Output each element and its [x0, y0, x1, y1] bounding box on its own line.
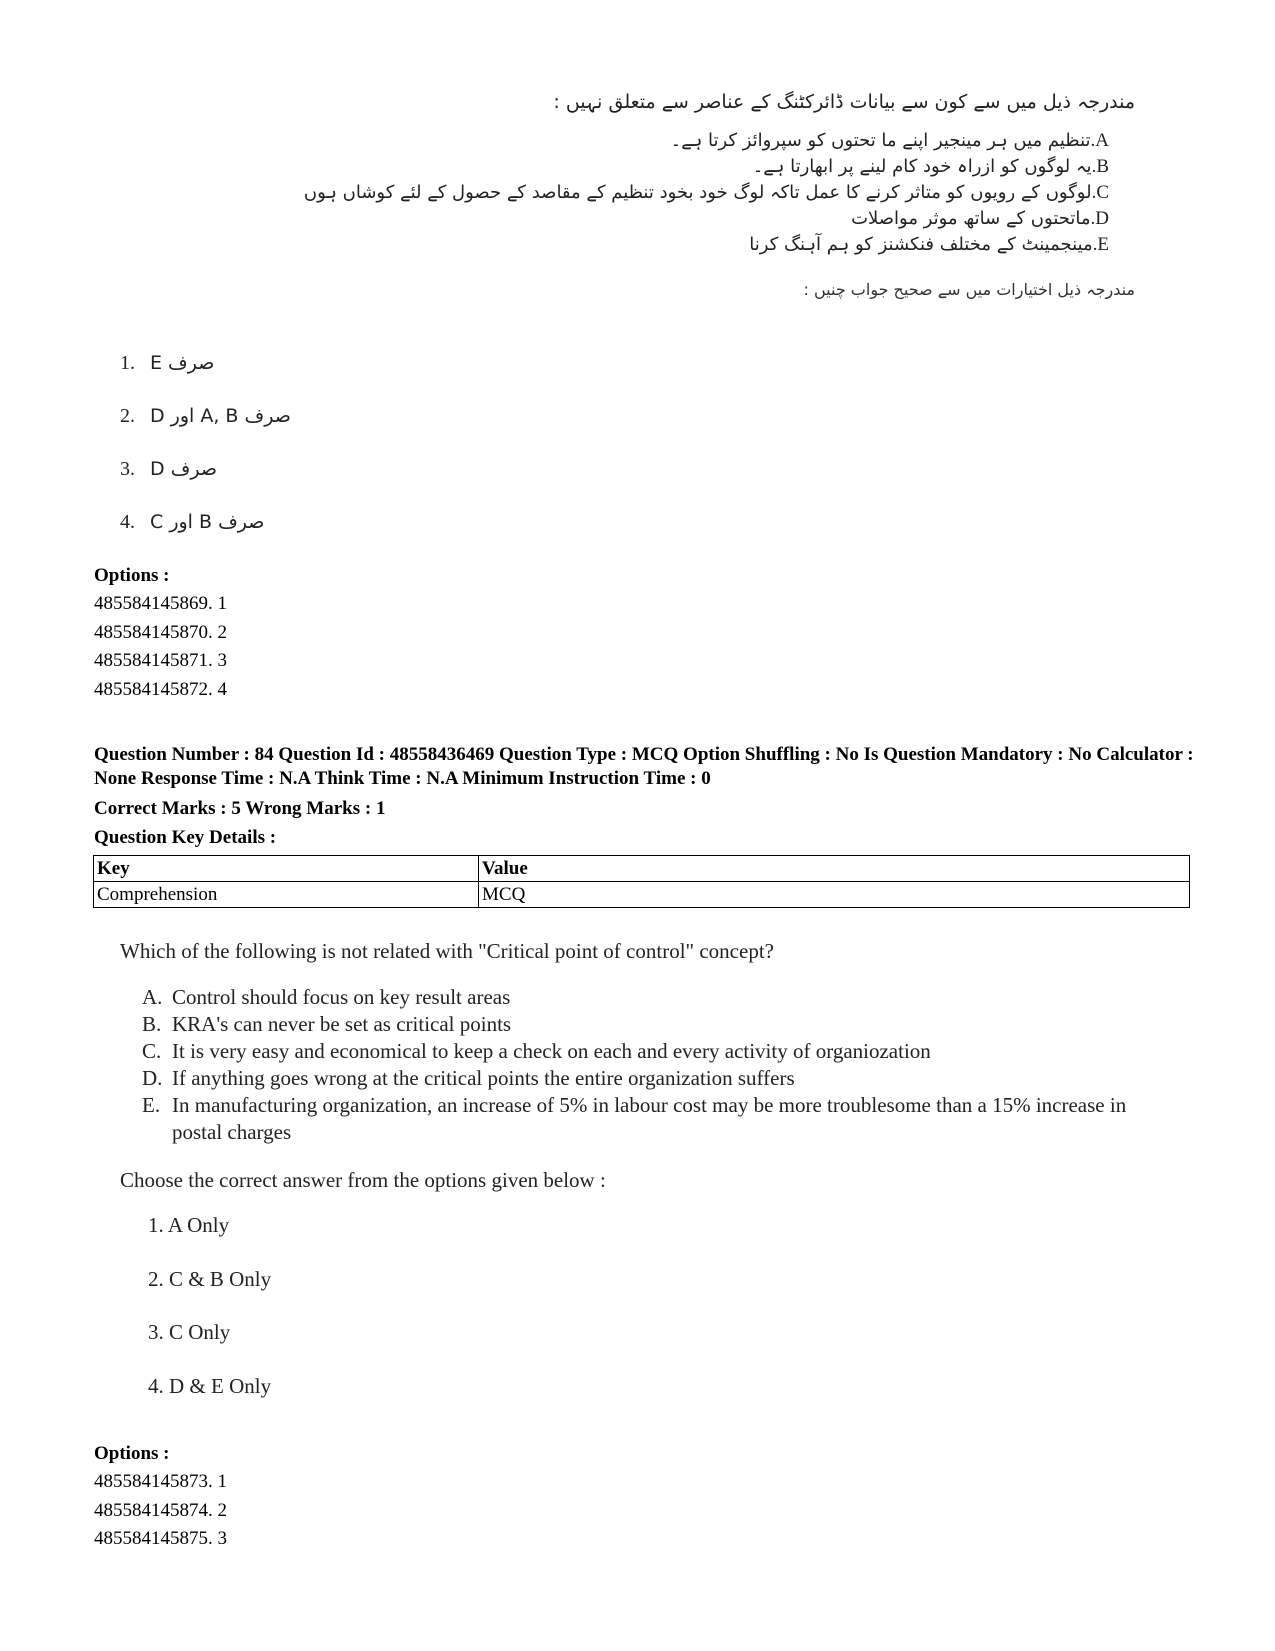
options-section-1	[94, 562, 227, 704]
option-id: 485584145873. 1	[94, 1471, 227, 1492]
urdu-question	[135, 88, 1135, 302]
statement-text: In manufacturing organization, an increase of 5% in labour cost may be more troublesome than a 15% increase in postal charges	[172, 1093, 1127, 1144]
answer-item: 1. A Only	[148, 1213, 230, 1237]
table-header-row	[94, 856, 1190, 882]
urdu-statement	[135, 232, 1135, 258]
urdu-answer-item	[120, 352, 291, 405]
answer-list	[120, 1213, 1180, 1427]
options-label: Options :	[94, 565, 170, 586]
statement-letter: B.	[1091, 156, 1109, 177]
statement	[142, 984, 1180, 1011]
option-id: 485584145870. 2	[94, 621, 227, 643]
urdu-question-prompt: مندرجہ ذیل میں سے کون سے بیانات ڈائرکٹنگ کے عناصر سے متعلق نہیں :	[553, 91, 1135, 113]
statement-letter: E.	[142, 1093, 161, 1117]
option-id: 485584145869. 1	[94, 593, 227, 614]
statement-letter: A.	[1090, 130, 1109, 151]
answer-item: 3. C Only	[148, 1320, 231, 1344]
statement	[142, 1065, 1180, 1092]
statement-letter: C.	[1091, 182, 1109, 203]
urdu-statement	[135, 206, 1135, 232]
urdu-answer-item	[120, 405, 291, 458]
answer-number: 3.	[120, 458, 135, 480]
option-id: 485584145874. 2	[94, 1499, 227, 1521]
answer-number: 1.	[120, 352, 135, 374]
urdu-answer-item	[120, 458, 291, 511]
statement-letter: E.	[1092, 234, 1109, 255]
answer-text: صرف B اور C	[150, 511, 265, 533]
choose-instruction: Choose the correct answer from the options given below :	[120, 1168, 606, 1192]
answer-text: صرف E	[150, 352, 215, 374]
urdu-statement	[135, 180, 1135, 206]
statement-letter: D.	[1090, 208, 1109, 229]
statement-letter: A.	[142, 985, 163, 1009]
table-cell: MCQ	[479, 882, 1190, 908]
statement-letter: C.	[142, 1039, 162, 1063]
option-id: 485584145871. 3	[94, 650, 227, 671]
option-id-list	[94, 1468, 227, 1554]
statement	[142, 1011, 1180, 1038]
urdu-statement	[135, 154, 1135, 180]
option-id-list	[94, 590, 227, 704]
urdu-statement-list	[135, 128, 1135, 258]
urdu-choose-instruction: مندرجہ ذیل اختیارات میں سے صحیح جواب چنیں :	[803, 280, 1135, 299]
urdu-statement	[135, 128, 1135, 154]
statement-text: تنظیم میں ہر مینجیر اپنے ما تحتوں کو سپروائز کرتا ہے۔	[670, 130, 1091, 151]
statement	[142, 1092, 1180, 1146]
statement-text: یہ لوگوں کو ازراہ خود کام لینے پر ابھارتا ہے۔	[752, 156, 1092, 177]
table-row	[94, 882, 1190, 908]
marks-line: Correct Marks : 5 Wrong Marks : 1	[94, 798, 386, 819]
answer-number: 2.	[120, 405, 135, 427]
question-header: Question Number : 84 Question Id : 48558436469 Question Type : MCQ Option Shuffling : No Is Question Mandatory : No Calculator : None Response Time : N.A Think Time : N.A Minimum Instruction Time : 0	[94, 744, 1194, 789]
question-prompt: Which of the following is not related with "Critical point of control" concept?	[120, 939, 774, 963]
option-id: 485584145872. 4	[94, 678, 227, 700]
answer-text: صرف D	[150, 458, 217, 480]
answer-number: 4.	[120, 511, 135, 533]
options-label: Options :	[94, 1443, 170, 1464]
key-details-table	[93, 855, 1190, 908]
option-id: 485584145875. 3	[94, 1528, 227, 1549]
options-section-2	[94, 1440, 227, 1554]
urdu-answer-list	[120, 352, 291, 564]
statement-letter: B.	[142, 1012, 162, 1036]
statement-text: KRA's can never be set as critical points	[172, 1012, 512, 1036]
statement-list	[120, 984, 1180, 1146]
statement-text: لوگوں کے رویوں کو متاثر کرنے کا عمل تاکہ لوگ خود بخود تنظیم کے مقاصد کے حصول کے لئے کوشاں ہوں	[303, 182, 1092, 203]
table-cell: Comprehension	[94, 882, 479, 908]
table-header-value: Value	[479, 856, 1190, 882]
urdu-answer-item	[120, 511, 291, 564]
key-details-label: Question Key Details :	[94, 827, 277, 848]
answer-item: 2. C & B Only	[148, 1266, 272, 1291]
answer-item: 4. D & E Only	[148, 1373, 272, 1398]
statement-letter: D.	[142, 1066, 163, 1090]
statement-text: ماتحتوں کے ساتھ موثر مواصلات	[851, 208, 1091, 229]
english-question	[120, 936, 1180, 1427]
statement-text: مینجمینٹ کے مختلف فنکشنز کو ہم آہنگ کرنا	[749, 234, 1093, 255]
answer-text: صرف A, B اور D	[150, 405, 291, 427]
statement-text: If anything goes wrong at the critical points the entire organization suffers	[172, 1066, 795, 1090]
statement-text: It is very easy and economical to keep a check on each and every activity of organiozation	[172, 1039, 931, 1063]
statement	[142, 1038, 1180, 1065]
statement-text: Control should focus on key result areas	[172, 985, 511, 1009]
table-header-key: Key	[94, 856, 479, 882]
